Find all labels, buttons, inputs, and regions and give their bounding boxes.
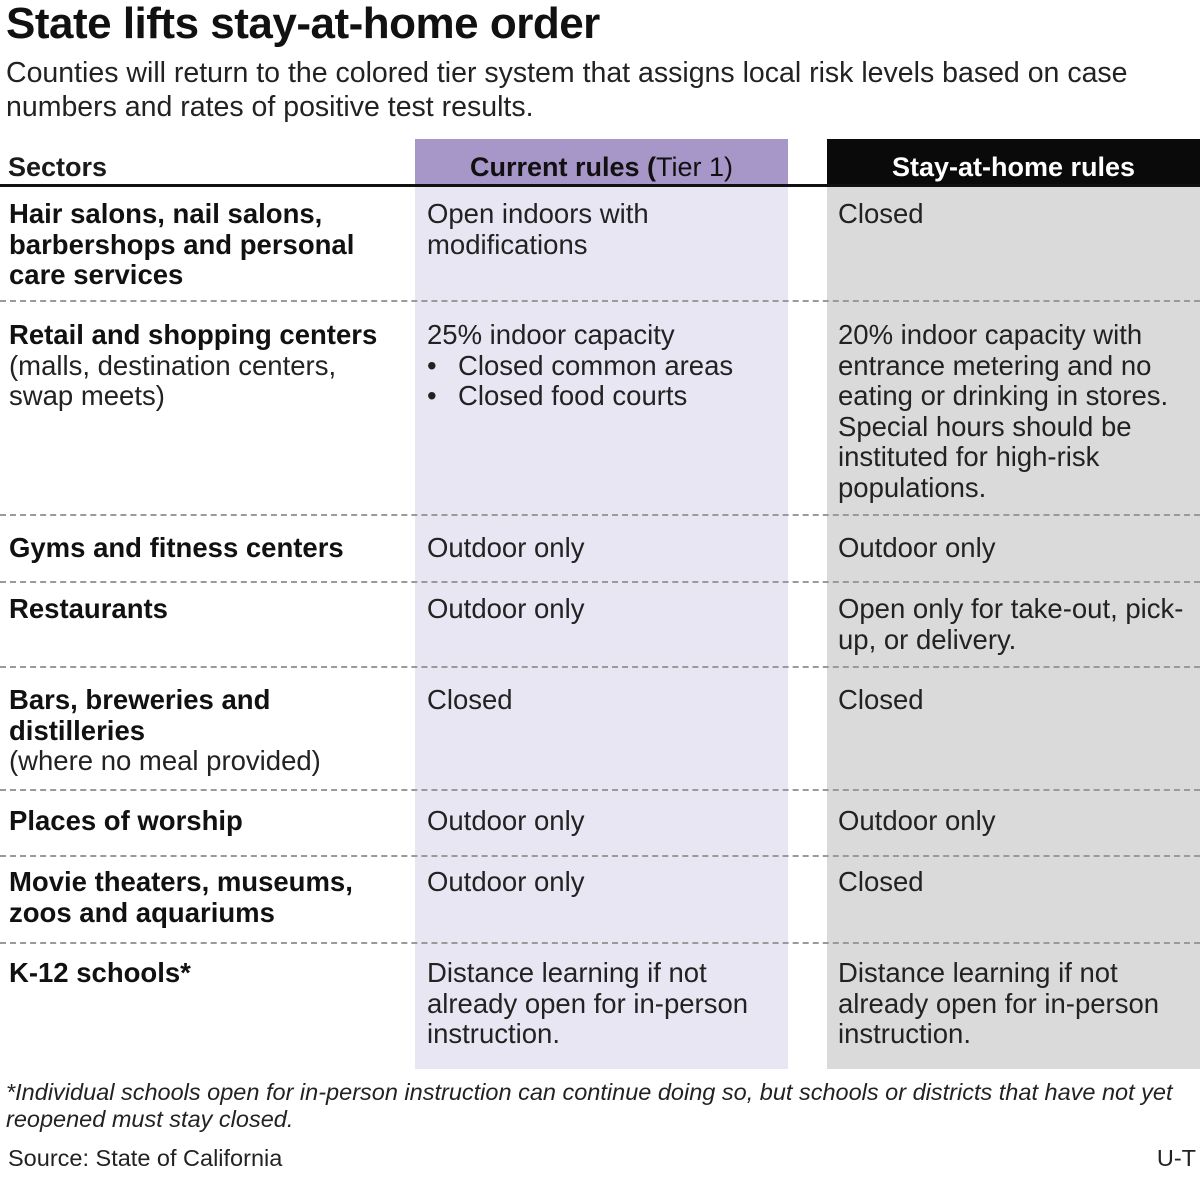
list-item: • Closed food courts <box>427 380 688 411</box>
table-row-sector <box>9 594 404 625</box>
sector-name: Restaurants <box>9 593 168 624</box>
credit: U-T <box>1156 1145 1196 1171</box>
sector-note: (where no meal provided) <box>9 745 321 776</box>
row-divider <box>0 789 1200 791</box>
table-row-current <box>427 320 783 412</box>
header-sectors: Sectors <box>8 152 108 182</box>
sector-name: Gyms and fitness centers <box>9 532 344 563</box>
header-current-rules-close: ) <box>724 152 734 182</box>
table-row-current: Outdoor only <box>427 532 585 563</box>
header-current-rules-label: Current rules ( <box>469 152 657 182</box>
table-row-stay: Closed <box>838 866 924 897</box>
row-divider <box>0 300 1200 302</box>
header-current-rules-tier: Tier 1 <box>656 152 725 182</box>
table-row-stay: Outdoor only <box>838 532 996 563</box>
subtitle: Counties will return to the colored tier system that assigns local risk levels based on case numbers and rates of positive test results. <box>6 57 1128 123</box>
sector-name: Bars, breweries and distilleries <box>9 684 271 746</box>
row-divider <box>0 666 1200 668</box>
table-row-stay: 20% indoor capacity with entrance metering and no eating or drinking in stores. Special hours should be instituted for high-risk populations. <box>838 319 1169 503</box>
sector-name: Hair salons, nail salons, barbershops and personal care services <box>9 198 355 290</box>
table-row-stay: Closed <box>838 198 924 229</box>
row-divider <box>0 581 1200 583</box>
table-row-sector <box>9 685 404 777</box>
table-row-stay: Outdoor only <box>838 805 996 836</box>
list-item: • Closed common areas <box>427 349 734 381</box>
table-row-stay: Open only for take-out, pick-up, or delivery. <box>838 593 1184 655</box>
sector-name: Retail and shopping centers <box>9 319 378 350</box>
table-row-current: Closed <box>427 684 513 715</box>
table-row-current: Outdoor only <box>427 805 585 836</box>
sector-name: Movie theaters, museums, zoos and aquariums <box>9 866 353 928</box>
table-row-sector <box>9 867 404 928</box>
bullet-text: Closed common areas <box>458 349 734 381</box>
row-divider <box>0 855 1200 857</box>
current-rule-text: 25% indoor capacity <box>427 319 675 350</box>
table-row-sector <box>9 320 404 412</box>
table-row-stay: Closed <box>838 684 924 715</box>
header-divider <box>0 184 1200 187</box>
table-row-sector <box>9 199 404 291</box>
source-line: Source: State of California <box>8 1145 283 1171</box>
bullet-text: Closed food courts <box>458 380 688 411</box>
table-row-stay: Distance learning if not already open for in-person instruction. <box>838 957 1160 1049</box>
row-divider <box>0 942 1200 944</box>
footnote: *Individual schools open for in-person instruction can continue doing so, but schools or districts that have not yet reopened must stay closed. <box>6 1079 1173 1132</box>
table-row-current: Outdoor only <box>427 866 585 897</box>
header-current-rules <box>415 139 788 186</box>
page-title: State lifts stay-at-home order <box>6 0 600 48</box>
table-row-current: Open indoors with modifications <box>427 198 649 260</box>
sector-note: (malls, destination centers, swap meets) <box>9 349 337 411</box>
table-row-current: Distance learning if not already open for in-person instruction. <box>427 957 749 1049</box>
sector-name: Places of worship <box>9 805 243 836</box>
sector-name: K-12 schools* <box>9 957 191 988</box>
header-stay-at-home-rules: Stay-at-home rules <box>827 139 1200 186</box>
table-row-sector <box>9 806 404 837</box>
table-row-sector <box>9 958 404 989</box>
table-row-sector <box>9 533 404 564</box>
table-row-current: Outdoor only <box>427 593 585 624</box>
row-divider <box>0 514 1200 516</box>
